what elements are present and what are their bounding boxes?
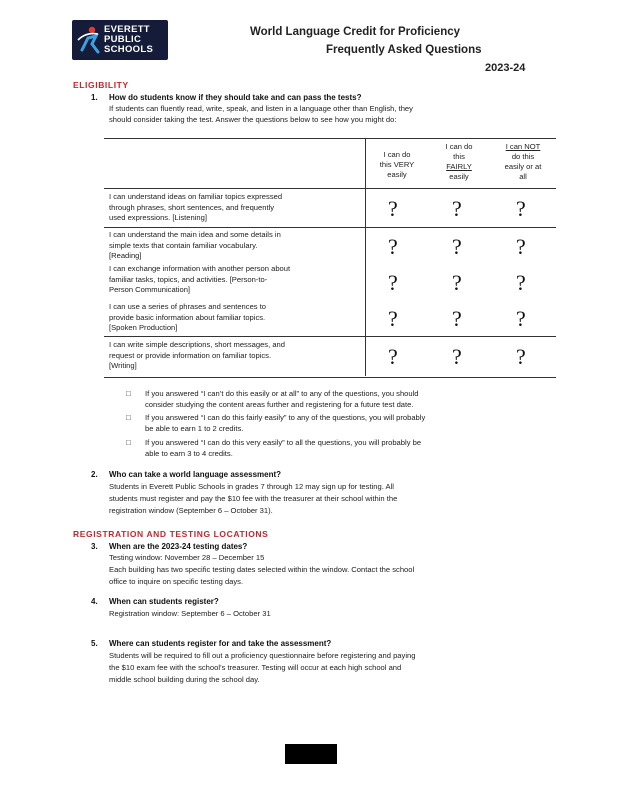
answer-text: the $10 exam fee with the school’s treasurer. Testing will occur at each high school and [109,663,402,672]
section-heading-registration: REGISTRATION AND TESTING LOCATIONS [73,529,269,539]
bullet-text: If you answered “I can’t do this easily or at all” to any of the questions, you should [145,389,419,398]
question-heading: Who can take a world language assessment? [109,470,282,479]
question-number: 5. [91,639,98,648]
answer-text: should consider taking the test. Answer the questions below to see how you might do: [109,115,397,124]
table-row-divider [104,227,556,228]
rating-mark: ? [516,306,526,331]
answer-text: students must register and pay the $10 fee with the treasurer at their school within the [109,494,398,503]
logo-text-line: PUBLIC [104,34,142,45]
answer-text: office to inquire on specific testing days. [109,577,244,586]
table-row-divider [104,336,556,337]
table-divider [365,138,366,376]
table-row-listening: I can understand ideas on familiar topics expressed through phrases, short sentences, and frequently used expressions. [Listening] [109,192,283,222]
question-number: 3. [91,542,98,551]
question-number: 4. [91,597,98,606]
rating-mark: ? [516,234,526,259]
table-row-writing: I can write simple descriptions, short messages, and request or provide information on familiar topics. [Writing] [109,340,285,370]
column-header-very-easily: I can do this VERY easily [379,150,415,179]
bullet-text: If you answered “I can do this very easily” to all the questions, you will probably be [145,438,422,447]
table-row-reading: I can understand the main idea and some details in simple texts that contain familiar vocabulary. [Reading] [109,230,281,260]
answer-text: Testing window: November 28 – December 15 [109,553,265,562]
rating-mark: ? [516,270,526,295]
answer-text: middle school building during the school day. [109,675,260,684]
bullet-text: If you answered “I can do this fairly easily” to any of the questions, you will probably [145,413,426,422]
question-number: 1. [91,93,98,102]
document-subtitle: Frequently Asked Questions [326,44,482,56]
rating-mark: ? [388,234,398,259]
rating-mark: ? [452,234,462,259]
bullet-text: able to earn 3 to 4 credits. [145,449,233,458]
section-heading-eligibility: ELIGIBILITY [73,80,129,90]
everett-public-schools-logo [72,20,168,60]
checkbox-bullet-icon: □ [126,413,131,422]
question-heading: How do students know if they should take and can pass the tests? [109,93,362,102]
table-row-spoken-production: I can use a series of phrases and sentences to provide basic information about familiar topics. [Spoken Production] [109,302,267,332]
table-row-person-to-person: I can exchange information with another person about familiar tasks, topics, and activities. [Person-to- Person Communication] [109,264,291,294]
column-header-fairly-easily: I can do this FAIRLY easily [445,142,473,181]
rating-mark: ? [452,270,462,295]
rating-mark: ? [516,344,526,369]
rating-mark: ? [388,196,398,221]
answer-text: Registration window: September 6 – October 31 [109,609,271,618]
school-year: 2023-24 [485,62,526,74]
question-number: 2. [91,470,98,479]
rating-mark: ? [516,196,526,221]
rating-mark: ? [452,344,462,369]
answer-text: Each building has two specific testing dates selected within the window. Contact the school [109,565,415,574]
rating-mark: ? [388,270,398,295]
runner-logo-icon [76,24,102,56]
bullet-text: consider studying the content areas further and registering for a future test date. [145,400,414,409]
rating-mark: ? [388,306,398,331]
answer-text: If students can fluently read, write, speak, and listen in a language other than English, they [109,104,413,113]
question-heading: When are the 2023-24 testing dates? [109,542,248,551]
column-header-not-easily: I can NOT do this easily or at all [504,142,542,181]
rating-mark: ? [452,196,462,221]
question-heading: When can students register? [109,597,219,606]
logo-text-line: EVERETT [104,24,150,35]
checkbox-bullet-icon: □ [126,389,131,398]
logo-text-line: SCHOOLS [104,44,154,55]
footer-redaction-box [285,744,337,764]
bullet-text: be able to earn 1 to 2 credits. [145,424,244,433]
rating-mark: ? [452,306,462,331]
table-row-divider [104,188,556,189]
answer-text: Students will be required to fill out a proficiency questionnaire before registering and paying [109,651,416,660]
answer-text: registration window (September 6 – October 31). [109,506,273,515]
answer-text: Students in Everett Public Schools in grades 7 through 12 may sign up for testing. All [109,482,394,491]
document-title: World Language Credit for Proficiency [250,26,461,38]
checkbox-bullet-icon: □ [126,438,131,447]
question-heading: Where can students register for and take the assessment? [109,639,332,648]
rating-mark: ? [388,344,398,369]
